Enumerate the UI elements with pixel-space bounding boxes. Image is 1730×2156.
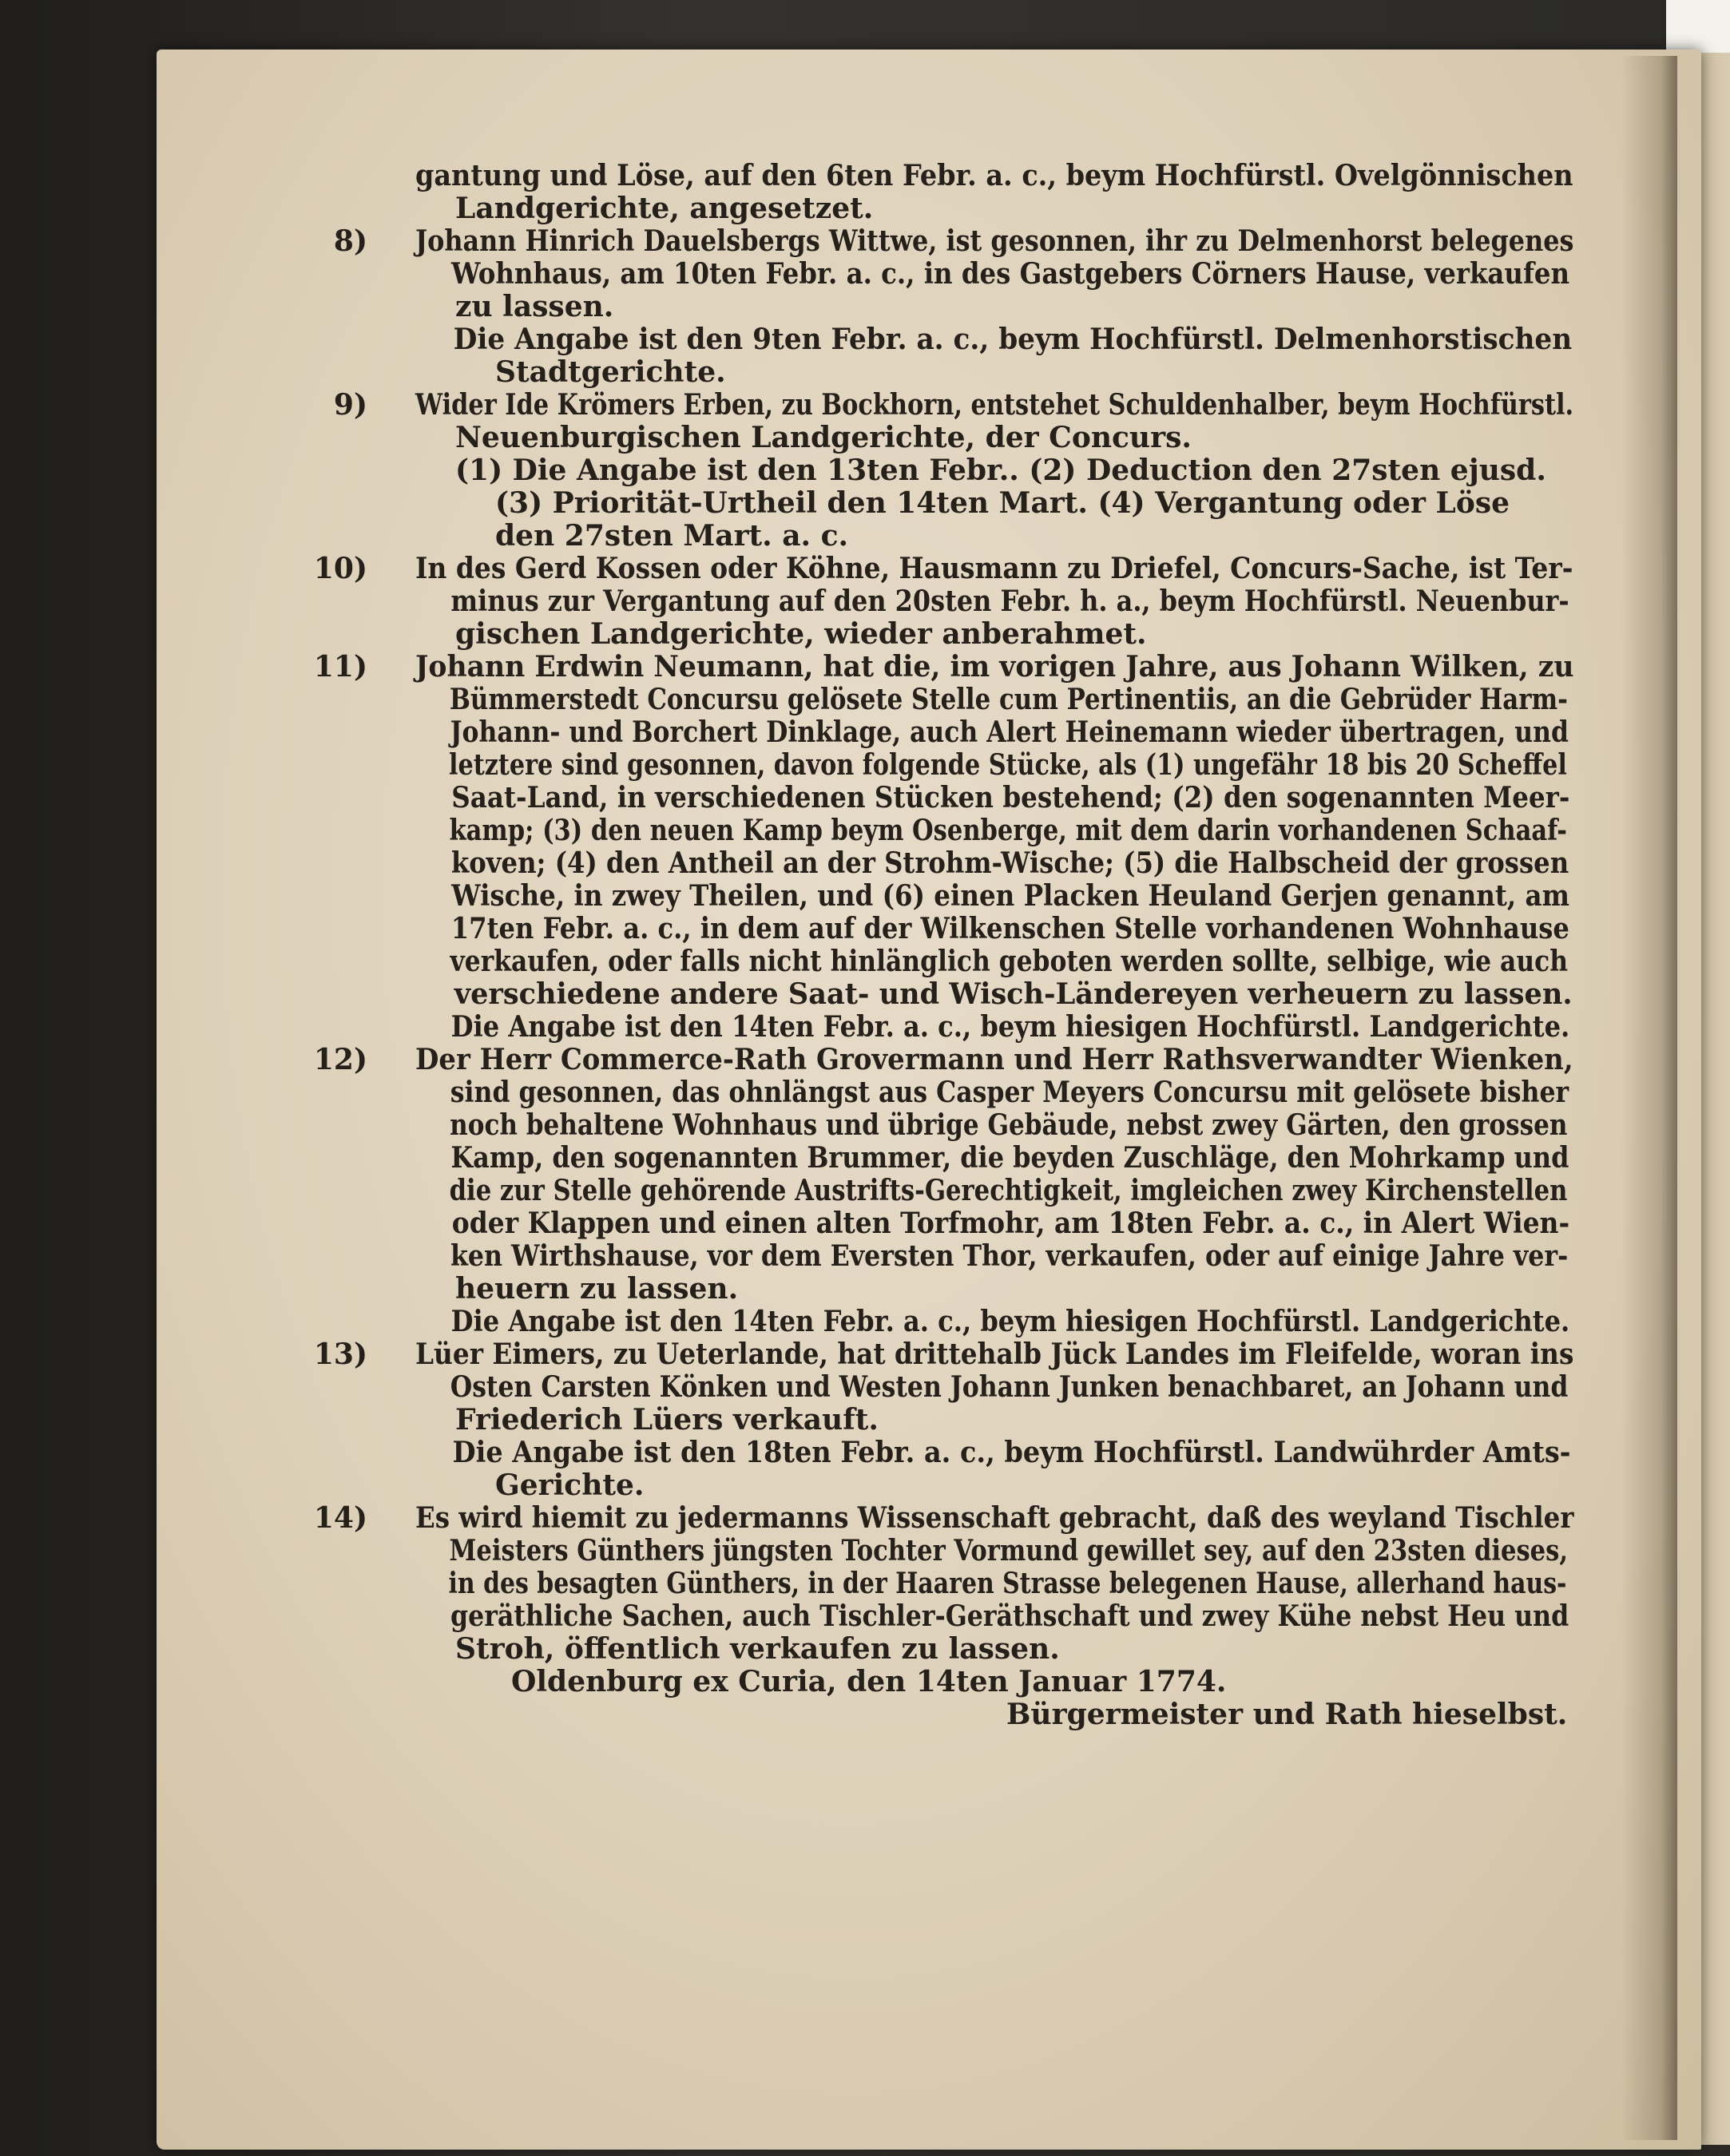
entry-line: Johann- und Borchert Dinklage, auch Alert Heinemann wieder übertragen, und	[450, 715, 1569, 749]
announcement-entry	[313, 1338, 1574, 1502]
entry-line: gischen Landgerichte, wieder anberahmet.	[455, 617, 1147, 651]
signature: Bürgermeister und Rath hieselbst.	[1006, 1698, 1568, 1731]
place-and-date: Oldenburg ex Curia, den 14ten Januar 1774.	[511, 1665, 1227, 1698]
entry-line: zu lassen.	[455, 290, 614, 323]
entry-line: heuern zu lassen.	[455, 1272, 739, 1306]
entry-line: verschiedene andere Saat- und Wisch-Ländereyen verheuern zu lassen.	[454, 977, 1573, 1011]
entry-line: Friederich Lüers verkauft.	[455, 1403, 879, 1437]
angabe-line: (1) Die Angabe ist den 13ten Febr.. (2) Deduction den 27sten ejusd.	[455, 454, 1546, 487]
angabe-line: Stadtgerichte.	[495, 355, 726, 389]
entry-line: Wider Ide Krömers Erben, zu Bockhorn, entstehet Schuldenhalber, beym Hochfürstl.	[415, 388, 1574, 422]
entry-line: Stroh, öffentlich verkaufen zu lassen.	[455, 1632, 1060, 1666]
entry-line: Lüer Eimers, zu Ueterlande, hat drittehalb Jück Landes im Fleifelde, woran ins	[415, 1338, 1574, 1371]
entry-number: 12)	[313, 1043, 367, 1076]
announcement-entry	[313, 552, 1573, 651]
entry-number: 14)	[313, 1501, 367, 1535]
entry-line: In des Gerd Kossen oder Köhne, Hausmann zu Driefel, Concurs-Sache, ist Ter-	[415, 552, 1573, 585]
entry-number: 8)	[333, 224, 367, 258]
announcement-entry	[333, 388, 1574, 553]
entry-line: die zur Stelle gehörende Austrifts-Gerechtigkeit, imgleichen zwey Kirchenstellen	[449, 1174, 1568, 1207]
angabe-line: Gerichte.	[495, 1468, 645, 1502]
entry-line: Johann Erdwin Neumann, hat die, im vorigen Jahre, aus Johann Wilken, zu	[415, 650, 1574, 684]
entry-line: minus zur Vergantung auf den 20sten Febr. h. a., beym Hochfürstl. Neuenbur-	[450, 585, 1569, 618]
entry-line: noch behaltene Wohnhaus und übrige Gebäude, nebst zwey Gärten, den grossen	[450, 1108, 1568, 1142]
announcement-entry	[313, 1043, 1573, 1338]
angabe-line: Die Angabe ist den 18ten Febr. a. c., beym Hochfürstl. Landwührder Amts-	[452, 1436, 1571, 1469]
entry-line: Wische, in zwey Theilen, und (6) einen Placken Heuland Gerjen genannt, am	[451, 879, 1569, 913]
announcement-entry	[313, 650, 1574, 1044]
entry-line: Saat-Land, in verschiedenen Stücken bestehend; (2) den sogenannten Meer-	[451, 781, 1570, 814]
entry-line: Kamp, den sogenannten Brummer, die beyden Zuschläge, den Mohrkamp und	[450, 1141, 1569, 1175]
entry-line: kamp; (3) den neuen Kamp beym Osenberge, mit dem darin vorhandenen Schaaf-	[449, 814, 1567, 847]
entry-line: Bümmerstedt Concursu gelösete Stelle cum Pertinentiis, an die Gebrüder Harm-	[449, 683, 1568, 716]
entry-line: ken Wirthshause, vor dem Eversten Thor, verkaufen, oder auf einige Jahre ver-	[450, 1239, 1569, 1273]
angabe-line: Die Angabe ist den 9ten Febr. a. c., beym Hochfürstl. Delmenhorstischen	[453, 323, 1573, 356]
angabe-line: (3) Priorität-Urtheil den 14ten Mart. (4) Vergantung oder Löse	[495, 486, 1510, 520]
entry-line: verkaufen, oder falls nicht hinlänglich geboten werden sollte, selbige, wie auch	[450, 945, 1569, 978]
entry-number: 9)	[333, 388, 367, 422]
page-gutter-shadow	[1621, 56, 1677, 2140]
entry-line: Osten Carsten Könken und Westen Johann Junken benachbaret, an Johann und	[450, 1370, 1569, 1404]
announcement-list	[313, 224, 1574, 1666]
entry-line: Meisters Günthers jüngsten Tochter Vormund gewillet sey, auf den 23sten dieses,	[449, 1534, 1569, 1567]
closing-block	[415, 1666, 1573, 1731]
entry-line: geräthliche Sachen, auch Tischler-Geräthschaft und zwey Kühe nebst Heu und	[450, 1599, 1569, 1633]
angabe-line: den 27sten Mart. a. c.	[495, 519, 849, 553]
entry-line: Der Herr Commerce-Rath Grovermann und Herr Rathsverwandter Wienken,	[415, 1043, 1573, 1076]
entry-line: Es wird hiemit zu jedermanns Wissenschaft gebracht, daß des weyland Tischler	[415, 1501, 1574, 1535]
announcement-entry	[313, 1501, 1574, 1666]
angabe-line: Die Angabe ist den 14ten Febr. a. c., beym hiesigen Hochfürstl. Landgerichte.	[450, 1010, 1570, 1044]
entry-line: Neuenburgischen Landgerichte, der Concurs.	[455, 421, 1192, 454]
header-line: Landgerichte, angesetzet.	[455, 192, 874, 225]
document-text	[313, 159, 1574, 1731]
entry-number: 10)	[313, 552, 367, 585]
entry-line: oder Klappen und einen alten Torfmohr, am 18ten Febr. a. c., in Alert Wien-	[451, 1207, 1570, 1240]
continued-header	[415, 160, 1573, 225]
header-line: gantung und Löse, auf den 6ten Febr. a. c., beym Hochfürstl. Ovelgönnischen	[415, 159, 1573, 192]
entry-line: koven; (4) den Antheil an der Strohm-Wische; (5) die Halbscheid der grossen	[450, 846, 1569, 880]
angabe-line: Die Angabe ist den 14ten Febr. a. c., beym hiesigen Hochfürstl. Landgerichte.	[450, 1305, 1570, 1338]
entry-line: Johann Hinrich Dauelsbergs Wittwe, ist gesonnen, ihr zu Delmenhorst belegenes	[415, 224, 1574, 258]
announcement-entry	[333, 224, 1574, 389]
entry-number: 11)	[313, 650, 367, 684]
entry-line: 17ten Febr. a. c., in dem auf der Wilkenschen Stelle vorhandenen Wohnhause	[450, 912, 1569, 945]
entry-line: sind gesonnen, das ohnlängst aus Casper Meyers Concursu mit gelösete bisher	[450, 1076, 1569, 1109]
entry-line: Wohnhaus, am 10ten Febr. a. c., in des Gastgebers Cörners Hause, verkaufen	[451, 257, 1570, 291]
entry-line: in des besagten Günthers, in der Haaren Strasse belegenen Hause, allerhand haus-	[448, 1567, 1567, 1600]
entry-number: 13)	[313, 1338, 367, 1371]
entry-line: letztere sind gesonnen, davon folgende Stücke, als (1) ungefähr 18 bis 20 Scheffel	[449, 748, 1567, 782]
